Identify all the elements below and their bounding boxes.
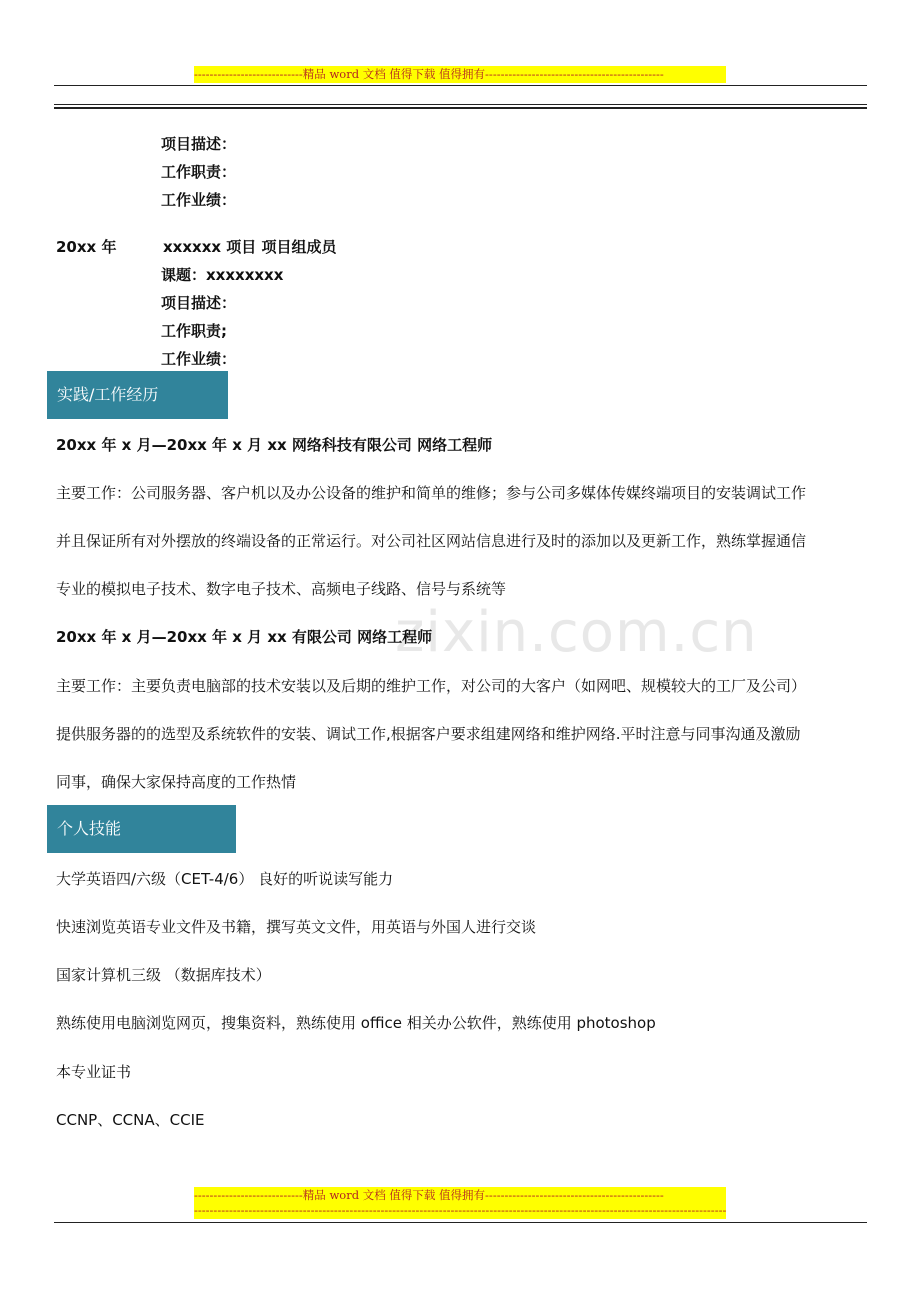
job1-line2: 并且保证所有对外摆放的终端设备的正常运行。对公司社区网站信息进行及时的添加以及更新工作，熟练掌握通信 [56, 532, 807, 550]
project2-topic: 课题：xxxxxxxx [161, 266, 284, 284]
project1-duty-label: 工作职责： [161, 163, 237, 181]
header-rule-bottom [54, 107, 867, 109]
project2-date: 20xx 年 [56, 238, 117, 256]
skill-item: 熟练使用电脑浏览网页，搜集资料，熟练使用 office 相关办公软件，熟练使用 photoshop [56, 1014, 656, 1032]
job2-line1: 主要工作：主要负责电脑部的技术安装以及后期的维护工作，对公司的大客户（如网吧、规模较大的工厂及公司） [56, 677, 807, 695]
project1-description-label: 项目描述： [161, 135, 237, 153]
job2-line3: 同事，确保大家保持高度的工作热情 [56, 773, 297, 791]
job2-heading: 20xx 年 x 月—20xx 年 x 月 xx 有限公司 网络工程师 [56, 628, 433, 646]
skill-item: 大学英语四/六级（CET-4/6） 良好的听说读写能力 [56, 870, 394, 888]
header-banner: ----------------------------精品 word 文档 值得下载 值得拥有---------------------------------------------- [194, 66, 726, 83]
footer-banner-dashes: ----------------------------------------------------------------------------------------------------------------------------------------- [194, 1204, 726, 1217]
project2-description-label: 项目描述： [161, 294, 237, 312]
job1-line3: 专业的模拟电子技术、数字电子技术、高频电子线路、信号与系统等 [56, 580, 507, 598]
project1-performance-label: 工作业绩： [161, 191, 237, 209]
footer-banner: ----------------------------精品 word 文档 值得下载 值得拥有---------------------------------------------- [194, 1187, 726, 1204]
footer-rule [54, 1222, 867, 1223]
section-header-work-experience: 实践/工作经历 [47, 371, 228, 419]
job1-heading: 20xx 年 x 月—20xx 年 x 月 xx 网络科技有限公司 网络工程师 [56, 436, 493, 454]
watermark-visible: zixin.com.cn [395, 600, 758, 665]
job1-line1: 主要工作：公司服务器、客户机以及办公设备的维护和简单的维修；参与公司多媒体传媒终端项目的安装调试工作 [56, 484, 807, 502]
header-rule-thin [54, 85, 867, 86]
project2-title: xxxxxx 项目 项目组成员 [163, 238, 337, 256]
skill-item: 本专业证书 [56, 1063, 132, 1081]
header-rule-top [54, 104, 867, 105]
section-header-skills: 个人技能 [47, 805, 236, 853]
skill-item: CCNP、CCNA、CCIE [56, 1111, 205, 1129]
project2-duty-label: 工作职责; [161, 322, 227, 340]
skill-item: 快速浏览英语专业文件及书籍，撰写英文文件，用英语与外国人进行交谈 [56, 918, 537, 936]
skill-item: 国家计算机三级 （数据库技术） [56, 966, 271, 984]
project2-performance-label: 工作业绩： [161, 350, 237, 368]
job2-line2: 提供服务器的的选型及系统软件的安装、调试工作,根据客户要求组建网络和维护网络.平时注意与同事沟通及激励 [56, 725, 801, 743]
